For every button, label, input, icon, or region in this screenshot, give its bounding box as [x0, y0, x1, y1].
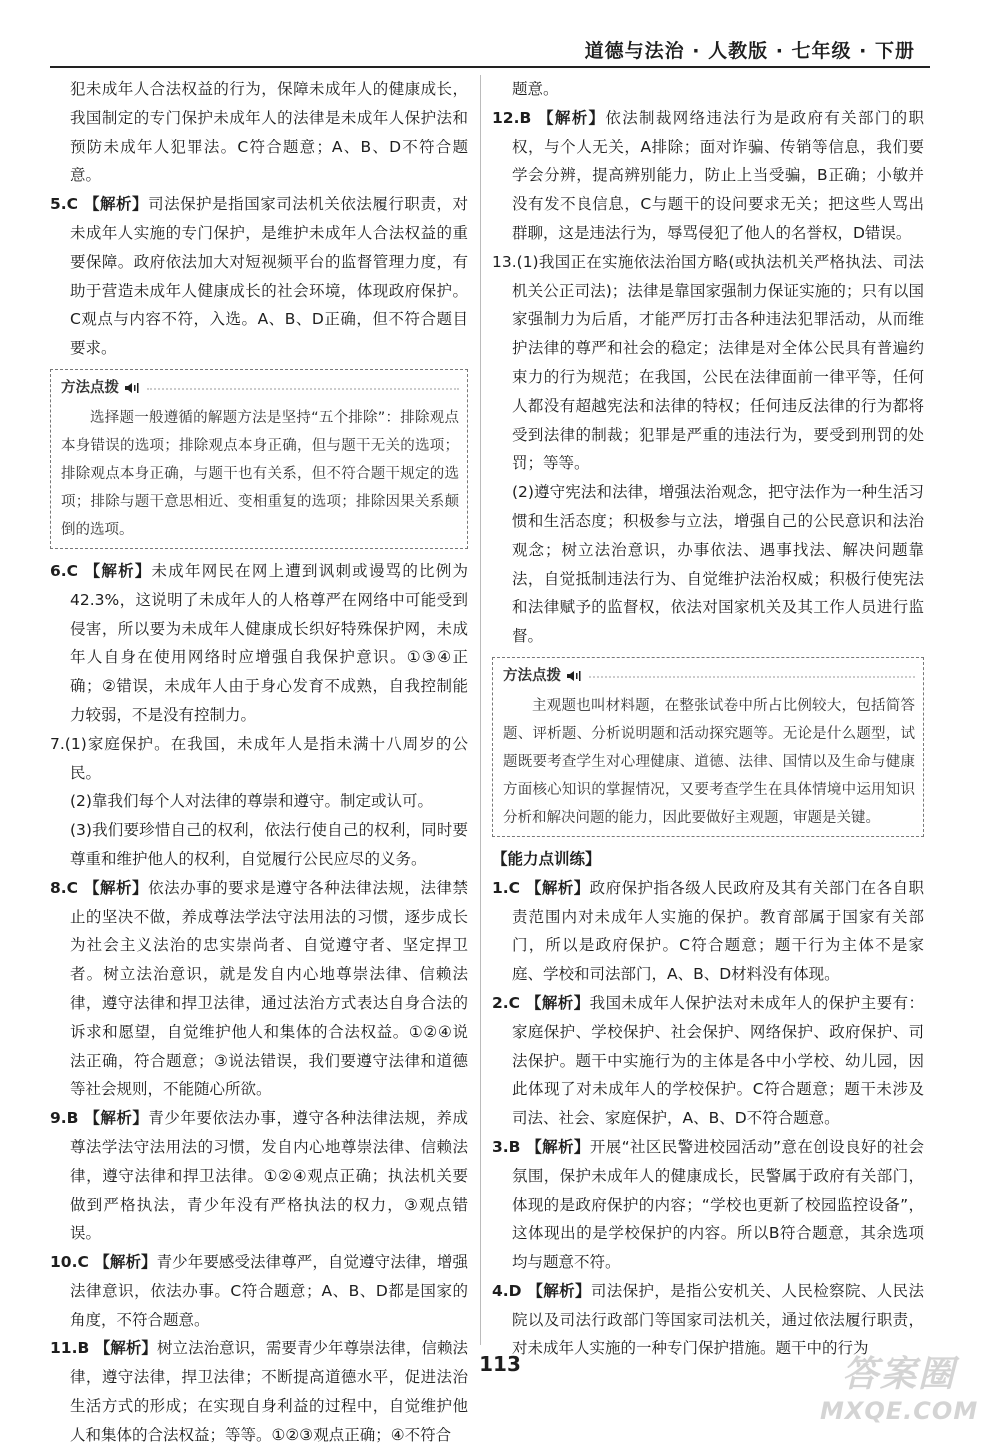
answer-text: 依法制裁网络违法行为是政府有关部门的职权，与个人无关，A排除；面对诈骗、传销等信息，我们要学会分辨，提高辨别能力，防止上当受骗，B正确；小敏并没有发不良信息，C与题干的设问要求无关；把这些人骂出群聊，这是违法行为，辱骂侵犯了他人的名誉权，D错误。	[512, 108, 924, 242]
answer-text: 开展“社区民警进校园活动”意在创设良好的社会氛围，保护未成年人的健康成长，民警属于政府有关部门，体现的是政府保护的内容；“学校也更新了校园监控设备”，这体现出的是学校保护的内容。所以B符合题意，其余选项均与题意不符。	[512, 1137, 925, 1272]
answer-label: 3.B 【解析】	[492, 1137, 590, 1156]
answer-label: 5.C 【解析】	[50, 195, 149, 214]
answer-label: 12.B 【解析】	[492, 108, 606, 127]
answer-text: 树立法治意识，需要青少年尊崇法律，信赖法律，遵守法律，捍卫法律；不断提高道德水平，促进法治生活方式的形成；在实现自身利益的过程中，自觉维护他人和集体的合法权益；等等。①②③观点正确；④不符合	[70, 1339, 468, 1444]
speaker-icon	[567, 670, 581, 682]
answer-item-7-part-2: (2)靠我们每个人对法律的尊崇和遵守。制定或认可。	[70, 792, 433, 811]
left-column	[50, 75, 468, 1450]
tip-text: 主观题也叫材料题，在整张试卷中所占比例较大，包括简答题、评析题、分析说明题和活动探究题等。无论是什么题型，试题既要考查学生对心理健康、道德、法律、国情以及生命与健康方面核心知识的掌握情况，又要考查学生在具体情境中运用知识分析和解决问题的能力，因此要做好主观题，审题是关键。	[503, 697, 915, 826]
answer-item-5	[50, 190, 468, 363]
page-header-title: 道德与法治 · 人教版 · 七年级 · 下册	[584, 40, 915, 62]
answer-text: 政府保护指各级人民政府及其有关部门在各自职责范围内对未成年人实施的保护。教育部属于国家有关部门，所以是政府保护。C符合题意；题干行为主体不是家庭、学校和司法部门，A、B、D材料没有体现。	[512, 878, 924, 984]
tip-title: 方法点拨	[503, 667, 561, 684]
section-heading: 【能力点训练】	[492, 849, 601, 868]
exercise-answer-3	[492, 1133, 924, 1277]
method-tip-box	[50, 369, 468, 549]
watermark-text-cn: 答案圈	[841, 1354, 956, 1395]
answer-label: 11.B 【解析】	[50, 1339, 157, 1358]
right-column	[492, 75, 924, 1363]
exercise-answer-2	[492, 989, 924, 1133]
answer-item-7-part-1: 7.(1)家庭保护。在我国，未成年人是指未满十八周岁的公民。	[50, 734, 468, 782]
answer-text: 青少年要依法办事，遵守各种法律法规，养成尊法学法守法用法的习惯，发自内心地尊崇法律、信赖法律，遵守法律和捍卫法律。①②④观点正确；执法机关要做到严格执法，青少年没有严格执法的权力，③观点错误。	[70, 1109, 468, 1243]
tip-decoration	[147, 388, 459, 390]
answer-item-8	[50, 874, 468, 1104]
tip-decoration	[589, 676, 915, 678]
answer-label: 10.C 【解析】	[50, 1253, 157, 1272]
answer-item-13-part-1: 13.(1)我国正在实施依法治国方略(或执法机关严格执法、司法机关公正司法)；法律是靠国家强制力保证实施的；只有以国家强制力为后盾，才能严厉打击各种违法犯罪活动，从而维护法律的尊严和社会的稳定；法律是对全体公民具有普遍约束力的行为规范；在我国，公民在法律面前一律平等，任何人都没有超越宪法和法律的特权；任何违反法律的行为都将受到法律的制裁；犯罪是严重的违法行为，要受到刑罚的处罚；等等。	[492, 252, 924, 473]
method-tip-box	[492, 657, 924, 837]
item-4-continuation: 犯未成年人合法权益的行为，保障未成年人的健康成长，我国制定的专门保护未成年人的法律是未成年人保护法和预防未成年人犯罪法。C符合题意；A、B、D不符合题意。	[70, 80, 468, 185]
answer-text: 依法办事的要求是遵守各种法律法规，法律禁止的坚决不做，养成尊法学法守法用法的习惯，逐步成长为社会主义法治的忠实崇尚者、自觉遵守者、坚定捍卫者。树立法治意识，就是发自内心地尊崇法律、信赖法律，遵守法律和捍卫法律，通过法治方式表达自身合法的诉求和愿望，自觉维护他人和集体的合法权益。①②④说法正确，符合题意；③说法错误，我们要遵守法律和道德等社会规则，不能随心所欲。	[70, 878, 468, 1099]
answer-label: 1.C 【解析】	[492, 878, 590, 897]
tip-header	[61, 374, 459, 402]
tip-header	[503, 662, 915, 690]
answer-label: 2.C 【解析】	[492, 993, 590, 1012]
exercise-answer-4	[492, 1277, 924, 1363]
answer-label: 8.C 【解析】	[50, 878, 149, 897]
header-rule	[50, 66, 930, 68]
answer-text: 青少年要感受法律尊严，自觉遵守法律，增强法律意识，依法办事。C符合题意；A、B、D都是国家的角度，不符合题意。	[70, 1253, 468, 1329]
exercise-answer-1	[492, 874, 924, 989]
page-number: 113	[479, 1352, 521, 1376]
column-divider	[480, 75, 481, 1345]
answer-item-7-part-3: (3)我们要珍惜自己的权利，依法行使自己的权利，同时要尊重和维护他人的权利，自觉履行公民应尽的义务。	[70, 821, 468, 868]
answer-item-6	[50, 557, 468, 730]
answer-label: 4.D 【解析】	[492, 1281, 591, 1300]
answer-item-9	[50, 1104, 468, 1248]
answer-item-13-part-2: (2)遵守宪法和法律，增强法治观念，把守法作为一种生活习惯和生活态度；积极参与立法，增强自己的公民意识和法治观念；树立法治意识，办事依法、遇事找法、解决问题靠法，自觉抵制违法行为、自觉维护法治权威；积极行使宪法和法律赋予的监督权，依法对国家机关及其工作人员进行监督。	[512, 483, 924, 646]
answer-text: 未成年网民在网上遭到讽刺或谩骂的比例为42.3%，这说明了未成年人的人格尊严在网络中可能受到侵害，所以要为未成年人健康成长织好特殊保护网，未成年人自身在使用网络时应增强自我保护意识。①③④正确；②错误，未成年人由于身心发育不成熟，自我控制能力较弱，不是没有控制力。	[70, 561, 468, 724]
answer-item-12	[492, 104, 924, 248]
answer-item-10	[50, 1248, 468, 1334]
speaker-icon	[125, 382, 139, 394]
watermark-logo	[820, 1352, 978, 1432]
tip-title: 方法点拨	[61, 379, 119, 396]
answer-label: 6.C 【解析】	[50, 561, 152, 580]
item-11-continuation: 题意。	[512, 80, 559, 98]
answer-text: 司法保护，是指公安机关、人民检察院、人民法院以及司法行政部门等国家司法机关，通过依法履行职责，对未成年人实施的一种专门保护措施。题干中的行为	[512, 1281, 924, 1358]
answer-text: 我国未成年人保护法对未成年人的保护主要有：家庭保护、学校保护、社会保护、网络保护、政府保护、司法保护。题干中实施行为的主体是各中小学校、幼儿园，因此体现了对未成年人的学校保护。C符合题意；题干未涉及司法、社会、家庭保护，A、B、D不符合题意。	[512, 993, 924, 1128]
tip-text: 选择题一般遵循的解题方法是坚持“五个排除”：排除观点本身错误的选项；排除观点本身正确，但与题干无关的选项；排除观点本身正确，与题干也有关系，但不符合题干规定的选项；排除与题干意思相近、变相重复的选项；排除因果关系颠倒的选项。	[61, 409, 459, 538]
answer-text: 司法保护是指国家司法机关依法履行职责，对未成年人实施的专门保护，是维护未成年人合法权益的重要保障。政府依法加大对短视频平台的监督管理力度，有助于营造未成年人健康成长的社会环境，体现政府保护。C观点与内容不符，入选。A、B、D正确，但不符合题目要求。	[70, 195, 468, 358]
watermark-text-en: MXQE.COM	[820, 1397, 979, 1425]
answer-label: 9.B 【解析】	[50, 1109, 149, 1128]
